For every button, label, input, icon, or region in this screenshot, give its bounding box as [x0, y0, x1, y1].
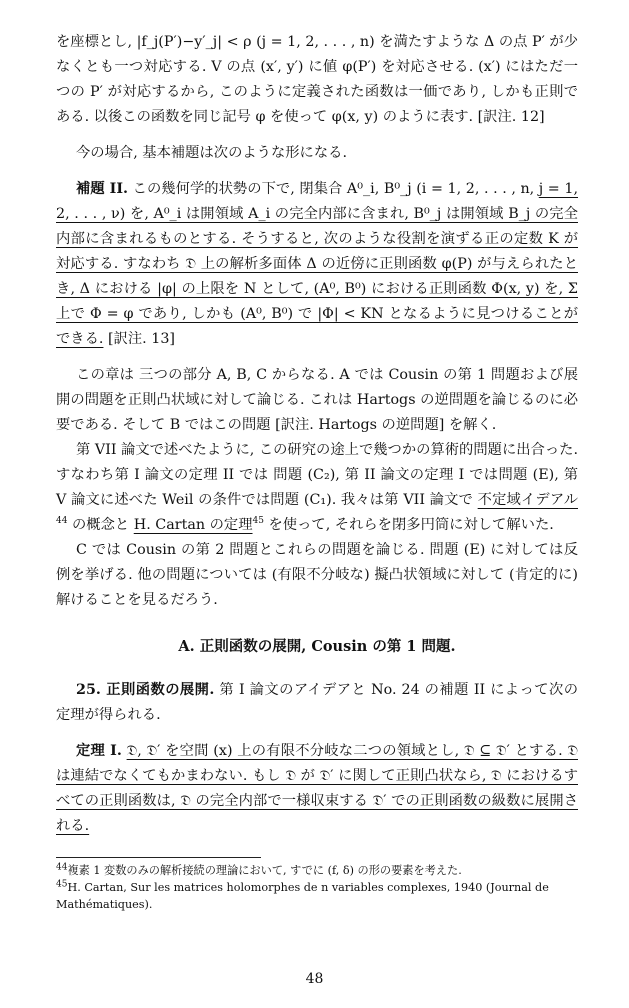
paragraph-part-c: C では Cousin の第 2 問題とこれらの問題を論じる. 問題 (E) に対しては反例を挙げる. 他の問題については (有限不分岐な) 擬凸状領域に対して (肯定的に) 解けることを見るだろう.: [56, 542, 578, 608]
paragraph-intro: を座標とし, |f_j(P′)−y′_j| < ρ (j = 1, 2, . . . , n) を満たすような Δ の点 P′ が少なくとも一つ対応する. V の点 (x′, y′) に値 φ(P′) を対応させる. (x′) にはただ一つの P′ が対応するから, このように定義された函数は一価であり, しかも正則である. 以後この函数を同じ記号 φ を使って φ(x, y) のように表す. [訳注. 12]: [56, 34, 578, 125]
paragraph-lemma-intro: 今の場合, 基本補題は次のような形になる.: [76, 145, 347, 161]
theorem-i: [56, 739, 578, 839]
vii-mid: の概念と: [72, 517, 130, 533]
paragraph-chapter-overview: この章は 三つの部分 A, B, C からなる. A では Cousin の第 1 問題および展開の問題を正則凸状域に対して論じる. これは Hartogs の逆問題を論じるのに必要である. そして B ではこの問題 [訳注. Hartogs の逆問題] を解く.: [56, 367, 578, 433]
paragraph-paper-vii: [56, 438, 578, 538]
theorem-header: 定理 I.: [76, 743, 122, 759]
footnote-text: H. Cartan, Sur les matrices holomorphes de n variables complexes, 1940 (Journal de Mathématiques).: [56, 881, 549, 911]
subsection-text: 第 I 論文のアイデアと No. 24 の補題 II によって次の定理が得られる.: [56, 682, 579, 723]
page-number: 48: [305, 971, 324, 987]
subsection-25: [56, 678, 578, 728]
footnote-mark: 45: [56, 879, 68, 890]
vii-end: を使って, それらを閉多円筒に対して解いた.: [268, 517, 554, 533]
lemma-text-underlined: j = 1, 2, . . . , ν) を, A⁰_i は開領域 A_i の完全内部に含まれ, B⁰_j は開領域 B_j の完全内部に含まれるものとする. そうすると, 次のような役割を演ずる正の定数 K が対応する. すなわち 𝔇 上の解析多面体 Δ の近傍に正則函数 φ(P) が与えられたとき, Δ における |φ| の上限を N として, (A⁰, B⁰) における正則函数 Φ(x, y) を, Σ 上で Φ = φ であり, しかも (A⁰, B⁰) で |Φ| < KN となるように見つけることができる.: [56, 181, 578, 347]
footnotes: [56, 862, 578, 913]
lemma-text-start: この幾何学的状勢の下で, 閉集合 A⁰_i, B⁰_j (i = 1, 2, . . . , n,: [132, 181, 535, 197]
section-title: A. 正則函数の展開, Cousin の第 1 問題.: [178, 638, 456, 655]
footnote-divider: [56, 857, 261, 858]
vii-part1: 第 VII 論文で述べたように, この研究の途上で幾つかの算術的問題に出合った. すなわち第 I 論文の定理 II では 問題 (C₂), 第 II 論文の定理 I では問題 (E), 第 V 論文に述べた Weil の条件では問題 (C₁). 我々は第 VII 論文で: [56, 442, 578, 508]
lemma-header: 補題 II.: [76, 181, 129, 197]
footnote-45: [56, 879, 578, 913]
lemma-ii: [56, 177, 578, 352]
page-body: [56, 30, 578, 913]
footnote-ref-45[interactable]: 45: [252, 516, 264, 527]
footnote-text: 複素 1 変数のみの解析接続の理論において, すでに (f, δ) の形の要素を考えた.: [67, 864, 462, 877]
footnote-44: [56, 862, 578, 879]
cartan-theorem-term: H. Cartan の定理: [133, 517, 253, 533]
ideal-term: 不定域イデアル: [477, 492, 578, 508]
subsection-header: 25. 正則函数の展開.: [76, 682, 215, 698]
footnote-mark: 44: [56, 862, 68, 873]
lemma-note: [訳注. 13]: [107, 331, 176, 347]
theorem-text: 𝔇, 𝔇′ を空間 (x) 上の有限不分岐な二つの領域とし, 𝔇 ⊆ 𝔇′ とする. 𝔇 は連結でなくてもかまわない. もし 𝔇 が 𝔇′ に関して正則凸状なら, 𝔇 におけるすべての正則函数は, 𝔇 の完全内部で一様収束する 𝔇′ での正則函数の級数に展開される.: [56, 743, 578, 834]
footnote-ref-44[interactable]: 44: [56, 516, 68, 527]
